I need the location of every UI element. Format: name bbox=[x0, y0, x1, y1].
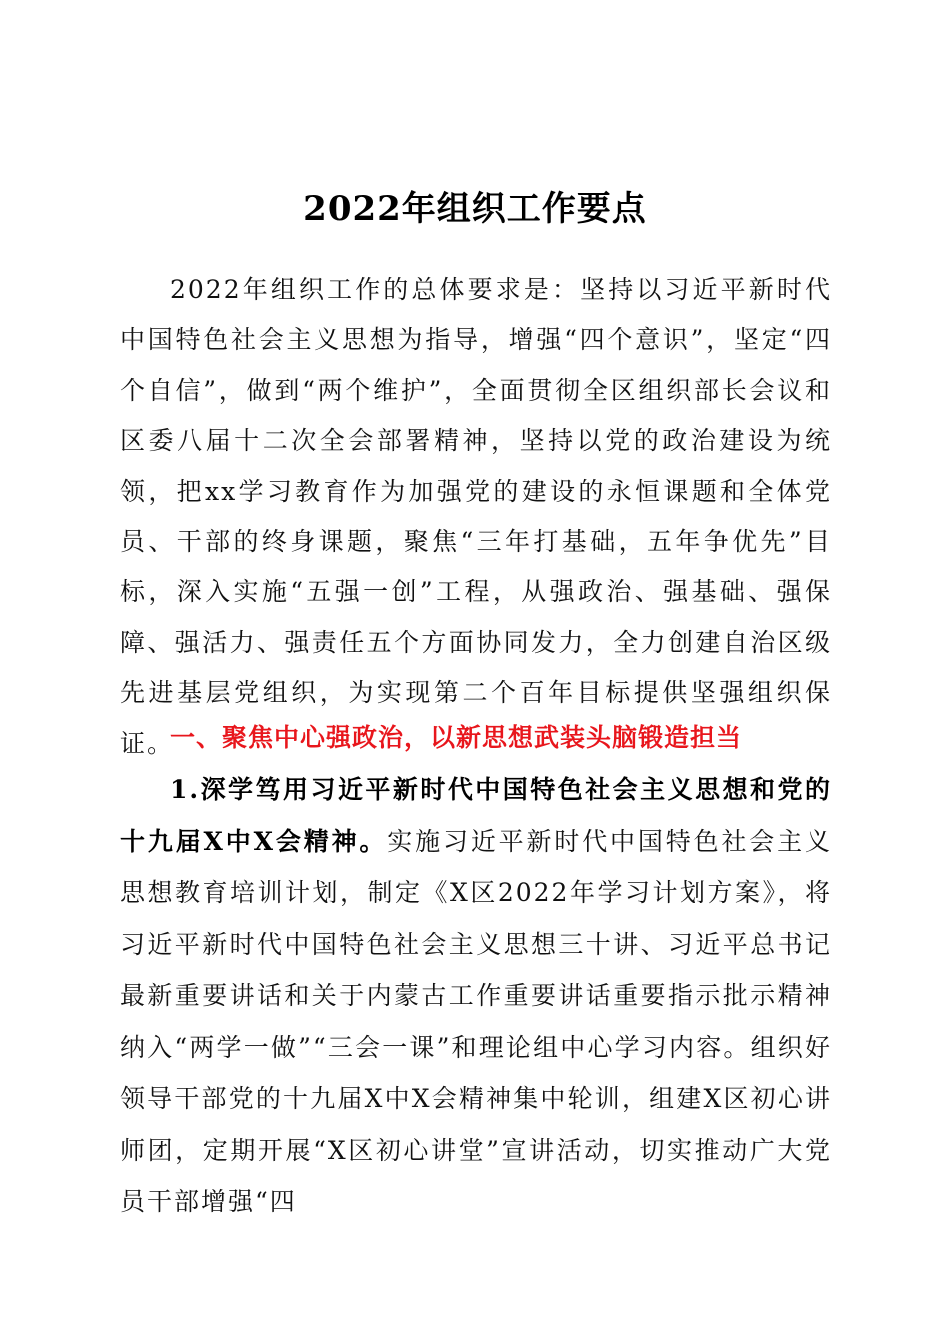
item-body-text: 实施习近平新时代中国特色社会主义思想教育培训计划，制定《X区2022年学习计划方案》，将习近平新时代中国特色社会主义思想三十讲、习近平总书记最新重要讲话和关于内蒙古工作重要讲话重要指示批示精神纳入“两学一做”“三会一课”和理论组中心学习内容。组织好领导干部党的十九届X中X会精神集中轮训，组建X区初心讲师团，定期开展“X区初心讲堂”宣讲活动，切实推动广大党员干部增强“四 bbox=[120, 826, 832, 1216]
item-lead-text: 1.深学笃用习近平新时代中国特色社会主义思想和党的十九届X中X会精神。 bbox=[120, 775, 832, 856]
section-item-paragraph bbox=[120, 764, 832, 1228]
intro-paragraph: 2022年组织工作的总体要求是：坚持以习近平新时代中国特色社会主义思想为指导，增强“四个意识”，坚定“四个自信”，做到“两个维护”，全面贯彻全区组织部长会议和区委八届十二次全会部署精神，坚持以党的政治建设为统领，把xx学习教育作为加强党的建设的永恒课题和全体党员、干部的终身课题，聚焦“三年打基础，五年争优先”目标，深入实施“五强一创”工程，从强政治、强基础、强保障、强活力、强责任五个方面协同发力，全力创建自治区级先进基层党组织，为实现第二个百年目标提供坚强组织保证。 bbox=[120, 275, 832, 758]
document-title: 2022年组织工作要点 bbox=[303, 189, 647, 229]
section-heading: 一、聚焦中心强政治，以新思想武装头脑锻造担当 bbox=[170, 723, 743, 752]
